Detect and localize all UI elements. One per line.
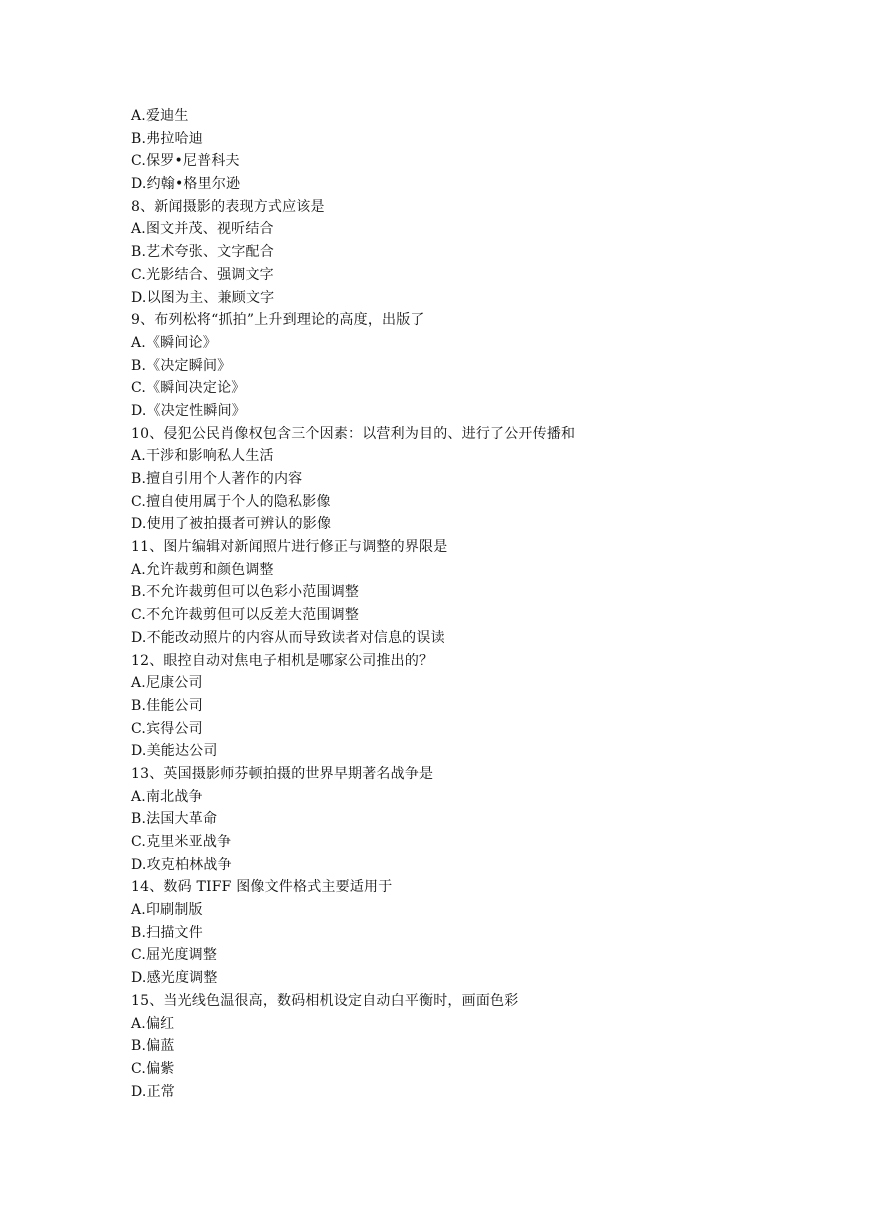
option-line: A.印刷制版 bbox=[131, 902, 203, 919]
option-line: D.感光度调整 bbox=[131, 970, 218, 987]
question-9: 9、布列松将“抓拍”上升到理论的高度，出版了 bbox=[131, 312, 425, 329]
option-line: D.不能改动照片的内容从而导致读者对信息的误读 bbox=[131, 629, 445, 646]
option-line: B.偏蓝 bbox=[131, 1038, 175, 1055]
option-line: D.约翰•格里尔逊 bbox=[131, 176, 241, 193]
option-line: C.偏紫 bbox=[131, 1060, 175, 1077]
option-line: B.法国大革命 bbox=[131, 811, 218, 828]
option-line: C.宾得公司 bbox=[131, 720, 203, 737]
option-line: A.偏红 bbox=[131, 1015, 175, 1032]
option-line: B.扫描文件 bbox=[131, 924, 203, 941]
question-8: 8、新闻摄影的表现方式应该是 bbox=[131, 198, 325, 215]
option-line: C.光影结合、强调文字 bbox=[131, 266, 274, 283]
option-line: A.尼康公司 bbox=[131, 675, 203, 692]
question-list bbox=[131, 105, 771, 1103]
option-line: D.使用了被拍摄者可辨认的影像 bbox=[131, 516, 332, 533]
question-12: 12、眼控自动对焦电子相机是哪家公司推出的？ bbox=[131, 652, 434, 669]
option-line: B.《决定瞬间》 bbox=[131, 357, 232, 374]
option-line: A.南北战争 bbox=[131, 788, 203, 805]
option-line: C.保罗•尼普科夫 bbox=[131, 153, 240, 170]
question-15: 15、当光线色温很高，数码相机设定自动白平衡时，画面色彩 bbox=[131, 992, 519, 1009]
option-line: C.克里米亚战争 bbox=[131, 834, 232, 850]
question-14: 14、数码 TIFF 图像文件格式主要适用于 bbox=[131, 879, 393, 896]
option-line: B.弗拉哈迪 bbox=[131, 130, 203, 147]
option-line: D.攻克柏林战争 bbox=[131, 856, 232, 873]
option-line: B.擅自引用个人著作的内容 bbox=[131, 471, 303, 487]
option-line: B.艺术夸张、文字配合 bbox=[131, 244, 274, 261]
question-10: 10、侵犯公民肖像权包含三个因素：以营利为目的、进行了公开传播和 bbox=[131, 425, 576, 442]
option-line: C.《瞬间决定论》 bbox=[131, 380, 246, 397]
option-line: D.《决定性瞬间》 bbox=[131, 402, 246, 419]
option-line: B.不允许裁剪但可以色彩小范围调整 bbox=[131, 584, 360, 601]
option-line: B.佳能公司 bbox=[131, 697, 203, 714]
option-line: D.美能达公司 bbox=[131, 743, 218, 760]
question-11: 11、图片编辑对新闻照片进行修正与调整的界限是 bbox=[131, 539, 448, 556]
option-line: A.《瞬间论》 bbox=[131, 334, 217, 351]
option-line: C.不允许裁剪但可以反差大范围调整 bbox=[131, 607, 360, 624]
option-line: D.正常 bbox=[131, 1083, 175, 1100]
option-line: A.爱迪生 bbox=[131, 108, 189, 124]
option-line: D.以图为主、兼顾文字 bbox=[131, 289, 275, 306]
option-line: A.干涉和影响私人生活 bbox=[131, 448, 274, 465]
option-line: A.图文并茂、视听结合 bbox=[131, 221, 274, 238]
option-line: C.擅自使用属于个人的隐私影像 bbox=[131, 493, 331, 510]
option-line: A.允许裁剪和颜色调整 bbox=[131, 561, 274, 578]
question-13: 13、英国摄影师芬顿拍摄的世界早期著名战争是 bbox=[131, 765, 434, 782]
option-line: C.屈光度调整 bbox=[131, 947, 218, 964]
